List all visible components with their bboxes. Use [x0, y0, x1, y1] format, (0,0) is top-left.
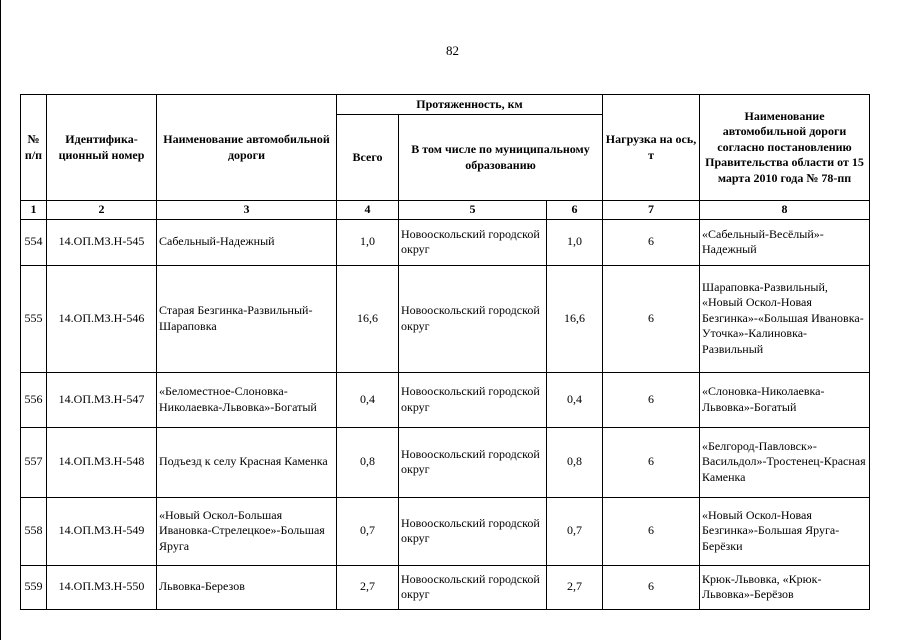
- row-municipality: Новооскольский городской округ: [399, 427, 547, 497]
- column-number-row: [21, 201, 870, 220]
- row-id: 14.ОП.МЗ.Н-545: [47, 219, 157, 265]
- row-road-name: Сабельный-Надежный: [157, 219, 337, 265]
- column-number: 5: [399, 201, 547, 220]
- row-total: 0,8: [337, 427, 399, 497]
- row-municipality: Новооскольский городской округ: [399, 497, 547, 565]
- row-total: 16,6: [337, 265, 399, 372]
- header-length: Протяженность, км: [337, 95, 603, 115]
- row-id: 14.ОП.МЗ.Н-550: [47, 565, 157, 609]
- page-edge-line: [0, 0, 1, 640]
- row-axle-load: 6: [603, 427, 700, 497]
- row-road-name: «Беломестное-Слоновка-Николаевка-Львовка»-Богатый: [157, 372, 337, 427]
- page-number: 82: [446, 43, 459, 58]
- table-row: [21, 497, 870, 565]
- table-row: [21, 427, 870, 497]
- table-row: [21, 565, 870, 609]
- row-axle-load: 6: [603, 219, 700, 265]
- row-id: 14.ОП.МЗ.Н-547: [47, 372, 157, 427]
- row-axle-load: 6: [603, 372, 700, 427]
- table-row: [21, 265, 870, 372]
- row-axle-load: 6: [603, 265, 700, 372]
- row-total: 0,7: [337, 497, 399, 565]
- row-mun-length: 1,0: [547, 219, 603, 265]
- row-gov-name: Шараповка-Развильный, «Новый Оскол-Новая Безгинка»-«Большая Ивановка-Уточка»-Калиновка-Развильный: [700, 265, 870, 372]
- row-id: 14.ОП.МЗ.Н-549: [47, 497, 157, 565]
- row-gov-name: «Слоновка-Николаевка-Львовка»-Богатый: [700, 372, 870, 427]
- header-id: Идентифика-ционный номер: [47, 95, 157, 201]
- row-road-name: Подъезд к селу Красная Каменка: [157, 427, 337, 497]
- row-total: 1,0: [337, 219, 399, 265]
- row-axle-load: 6: [603, 565, 700, 609]
- column-number: 8: [700, 201, 870, 220]
- row-mun-length: 0,7: [547, 497, 603, 565]
- row-num: 559: [21, 565, 47, 609]
- table-row: [21, 372, 870, 427]
- row-id: 14.ОП.МЗ.Н-546: [47, 265, 157, 372]
- row-id: 14.ОП.МЗ.Н-548: [47, 427, 157, 497]
- roads-table: [20, 94, 870, 610]
- row-gov-name: Крюк-Львовка, «Крюк-Львовка»-Берёзов: [700, 565, 870, 609]
- header-num: № п/п: [21, 95, 47, 201]
- header-gov-name: Наименование автомобильной дороги согласно постановлению Правительства области от 15 марта 2010 года № 78-пп: [700, 95, 870, 201]
- row-gov-name: «Новый Оскол-Новая Безгинка»-Большая Яруга-Берёзки: [700, 497, 870, 565]
- column-number: 3: [157, 201, 337, 220]
- row-road-name: Львовка-Березов: [157, 565, 337, 609]
- row-axle-load: 6: [603, 497, 700, 565]
- row-total: 2,7: [337, 565, 399, 609]
- row-gov-name: «Сабельный-Весёлый»-Надежный: [700, 219, 870, 265]
- row-num: 556: [21, 372, 47, 427]
- row-num: 555: [21, 265, 47, 372]
- column-number: 7: [603, 201, 700, 220]
- row-mun-length: 16,6: [547, 265, 603, 372]
- row-municipality: Новооскольский городской округ: [399, 265, 547, 372]
- row-municipality: Новооскольский городской округ: [399, 219, 547, 265]
- table-header: [21, 95, 870, 220]
- column-number: 2: [47, 201, 157, 220]
- row-municipality: Новооскольский городской округ: [399, 372, 547, 427]
- row-road-name: Старая Безгинка-Развильный-Шараповка: [157, 265, 337, 372]
- row-mun-length: 2,7: [547, 565, 603, 609]
- column-number: 6: [547, 201, 603, 220]
- table-row: [21, 219, 870, 265]
- row-num: 557: [21, 427, 47, 497]
- row-road-name: «Новый Оскол-Большая Ивановка-Стрелецкое»-Большая Яруга: [157, 497, 337, 565]
- row-mun-length: 0,8: [547, 427, 603, 497]
- header-including: В том числе по муниципальному образованию: [399, 115, 603, 201]
- row-num: 554: [21, 219, 47, 265]
- row-total: 0,4: [337, 372, 399, 427]
- row-mun-length: 0,4: [547, 372, 603, 427]
- header-axle-load: Нагрузка на ось, т: [603, 95, 700, 201]
- row-num: 558: [21, 497, 47, 565]
- row-gov-name: «Белгород-Павловск»-Васильдол»-Тростенец-Красная Каменка: [700, 427, 870, 497]
- row-municipality: Новооскольский городской округ: [399, 565, 547, 609]
- column-number: 1: [21, 201, 47, 220]
- column-number: 4: [337, 201, 399, 220]
- header-road-name: Наименование автомобильной дороги: [157, 95, 337, 201]
- header-total: Всего: [337, 115, 399, 201]
